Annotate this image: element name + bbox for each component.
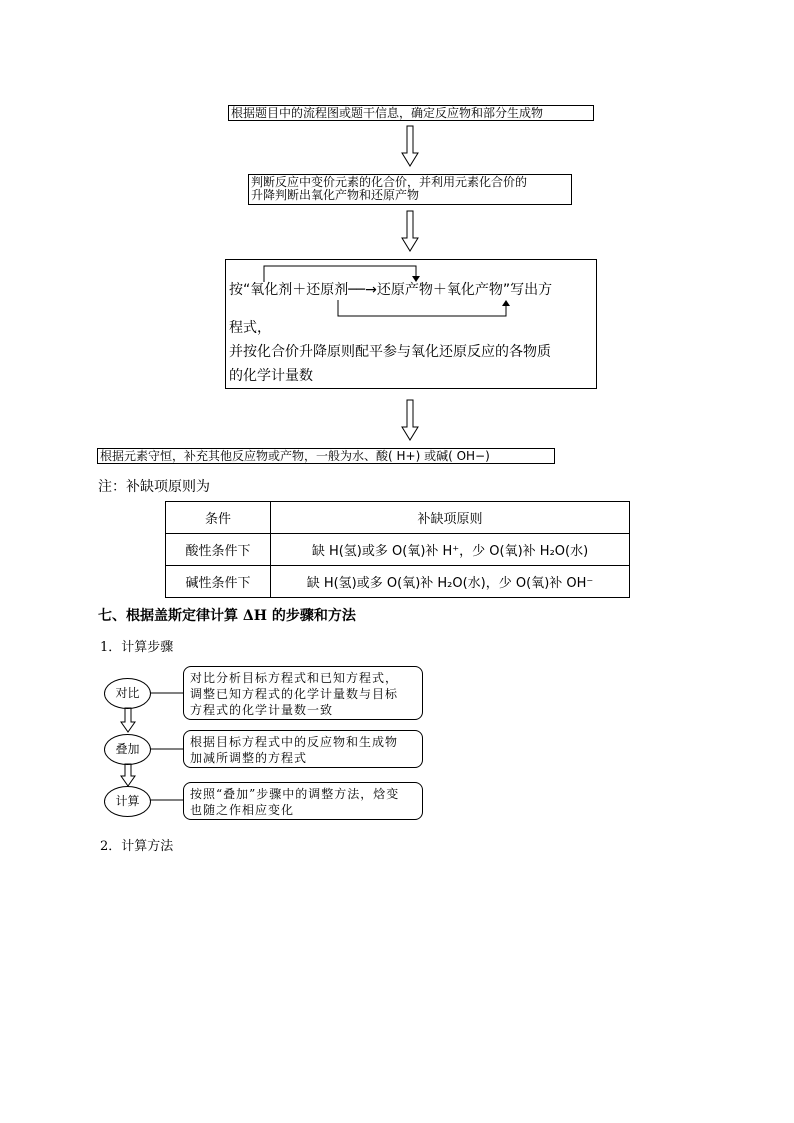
table-cell: 酸性条件下 — [166, 534, 271, 566]
table-header-cell: 条件 — [166, 502, 271, 534]
step-desc-line: 对比分析目标方程式和已知方程式， — [190, 671, 399, 685]
step-oval-compare — [104, 678, 151, 709]
table-cell: 碱性条件下 — [166, 566, 271, 598]
note-text: 注：补缺项原则为 — [98, 479, 210, 495]
step-desc-line: 加减所调整的方程式 — [190, 751, 308, 765]
step-oval-superpose — [104, 734, 151, 765]
step-oval-label: 对比 — [115, 686, 140, 700]
flow-step-3-line3: 并按化合价升降原则配平参与氧化还原反应的各物质 — [229, 344, 551, 360]
flow-step-2-line1: 判断反应中变价元素的化合价，并利用元素化合价的 — [251, 175, 528, 189]
flow-step-3 — [225, 259, 597, 389]
step-desc-compare — [183, 666, 423, 720]
step-desc-line: 调整已知方程式的化学计量数与目标 — [190, 687, 399, 701]
flow-step-1 — [228, 105, 594, 121]
step-desc-line: 也随之作相应变化 — [190, 803, 295, 817]
table-row — [166, 534, 630, 566]
supplement-rules-table — [165, 501, 630, 598]
step-oval-calculate — [104, 786, 151, 817]
flow-step-1-text: 根据题目中的流程图或题干信息，确定反应物和部分生成物 — [231, 106, 544, 120]
table-cell: 缺 H(氢)或多 O(氧)补 H₂O(水)，少 O(氧)补 OH⁻ — [271, 566, 630, 598]
table-header-row — [166, 502, 630, 534]
step-desc-line: 方程式的化学计量数一致 — [190, 703, 334, 717]
step-desc-line: 按照“叠加”步骤中的调整方法，焓变 — [190, 787, 400, 801]
flow-step-2-line2: 升降判断出氧化产物和还原产物 — [251, 188, 420, 202]
down-arrow-icon — [401, 399, 419, 441]
step-desc-superpose — [183, 730, 423, 768]
subsection-heading: 1．计算步骤 — [100, 640, 174, 655]
flow-step-4-text: 根据元素守恒，补充其他反应物或产物，一般为水、酸( H+) 或碱( OH−) — [100, 449, 490, 463]
step-oval-label: 叠加 — [115, 742, 140, 756]
table-cell: 缺 H(氢)或多 O(氧)补 H⁺，少 O(氧)补 H₂O(水) — [271, 534, 630, 566]
table-row — [166, 566, 630, 598]
flow-step-2 — [248, 174, 572, 205]
step-oval-label: 计算 — [115, 794, 140, 808]
subsection-heading: 2．计算方法 — [100, 839, 174, 854]
down-arrow-icon — [401, 125, 419, 167]
flow-step-3-line1: 按“氧化剂＋还原剂──→还原产物＋氧化产物”写出方 — [229, 282, 553, 298]
step-desc-calculate — [183, 782, 423, 820]
table-header-cell: 补缺项原则 — [271, 502, 630, 534]
flow-step-3-line2: 程式， — [229, 320, 271, 336]
down-arrow-icon — [401, 210, 419, 252]
step-desc-line: 根据目标方程式中的反应物和生成物 — [190, 735, 399, 749]
flow-step-4 — [97, 448, 555, 464]
flow-step-3-line4: 的化学计量数 — [229, 368, 313, 384]
section-heading: 七、根据盖斯定律计算 ΔH 的步骤和方法 — [98, 608, 356, 624]
